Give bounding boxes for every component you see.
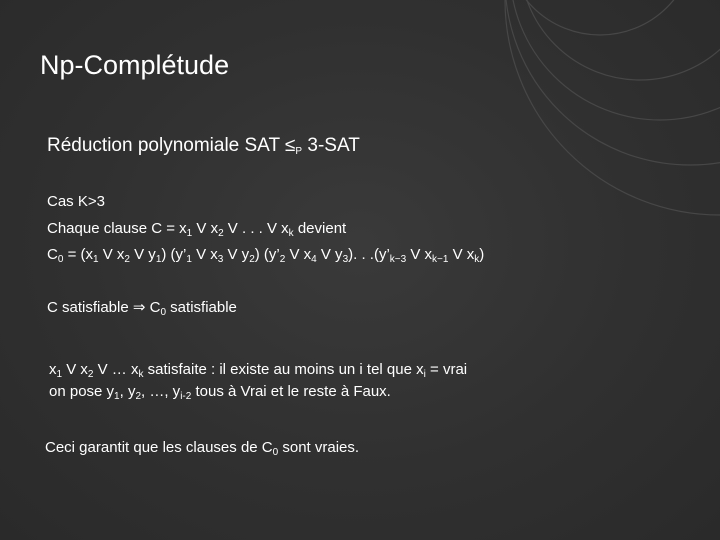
text: C satisfiable xyxy=(47,299,133,316)
subscript: k xyxy=(474,254,480,265)
subscript: 1 xyxy=(186,228,193,239)
text: ) xyxy=(479,246,485,263)
text: V y xyxy=(316,246,343,263)
subscript: k xyxy=(138,369,144,380)
text: Ceci garantit que les clauses de C xyxy=(45,439,273,456)
text: = (x xyxy=(63,246,93,263)
subscript: i xyxy=(423,369,426,380)
text: V x xyxy=(98,246,125,263)
subscript: 3 xyxy=(217,254,224,265)
text: C xyxy=(47,246,58,263)
text: on pose y xyxy=(49,383,115,400)
text: = vrai xyxy=(425,361,468,378)
subscript: 0 xyxy=(160,307,167,318)
reduction-heading xyxy=(47,135,360,157)
proof-line-1 xyxy=(49,361,467,380)
subscript: 1 xyxy=(56,369,63,380)
text: ) (y’ xyxy=(254,246,280,263)
heading-text: Réduction polynomiale SAT ≤ xyxy=(47,135,296,156)
text: V . . . V x xyxy=(223,220,289,237)
subscript: 0 xyxy=(57,254,64,265)
heading-text-2: 3-SAT xyxy=(302,135,360,156)
text: sont vraies. xyxy=(278,439,360,456)
implication-line xyxy=(47,298,237,318)
text: tous à Vrai et le reste à Faux. xyxy=(191,383,391,400)
subscript: i-2 xyxy=(180,391,192,402)
conclusion-line xyxy=(45,439,359,458)
subscript: 0 xyxy=(272,447,279,458)
clause-line xyxy=(47,220,346,239)
text: satisfaite : il existe au moins un i tel que x xyxy=(143,361,424,378)
text: V x xyxy=(62,361,88,378)
text: ) (y’ xyxy=(161,246,187,263)
text: x xyxy=(49,361,57,378)
text: satisfiable xyxy=(166,299,237,316)
text: ). . .(y’ xyxy=(348,246,390,263)
subscript: 4 xyxy=(311,254,317,265)
text: V x xyxy=(406,246,433,263)
subscript: 1 xyxy=(186,254,192,265)
text: V … x xyxy=(93,361,139,378)
subscript: 2 xyxy=(279,254,286,265)
case-label: Cas K>3 xyxy=(47,193,105,210)
c0-formula-line xyxy=(47,246,484,265)
text: , y xyxy=(119,383,136,400)
text: V x xyxy=(448,246,475,263)
text: devient xyxy=(293,220,347,237)
subscript: k xyxy=(288,228,294,239)
subscript: 1 xyxy=(155,254,162,265)
subscript: 2 xyxy=(87,369,94,380)
text: V x xyxy=(191,246,218,263)
subscript: 2 xyxy=(135,391,142,402)
subscript: 2 xyxy=(249,254,255,265)
subscript: 3 xyxy=(342,254,349,265)
subscript: k−1 xyxy=(432,254,449,265)
slide-title: Np-Complétude xyxy=(40,50,230,80)
text: , …, y xyxy=(141,383,181,400)
text: V x xyxy=(285,246,312,263)
text: C xyxy=(145,299,161,316)
text: V y xyxy=(129,246,156,263)
subscript: 1 xyxy=(114,391,120,402)
text: V y xyxy=(223,246,250,263)
subscript: 2 xyxy=(124,254,130,265)
text: V x xyxy=(192,220,219,237)
text: Chaque clause C = x xyxy=(47,220,187,237)
implies-icon: ⇒ xyxy=(132,298,146,316)
heading-sub: P xyxy=(295,146,303,157)
proof-line-2 xyxy=(49,383,391,402)
subscript: 2 xyxy=(218,228,224,239)
subscript: k−3 xyxy=(389,254,407,265)
subscript: 1 xyxy=(93,254,99,265)
